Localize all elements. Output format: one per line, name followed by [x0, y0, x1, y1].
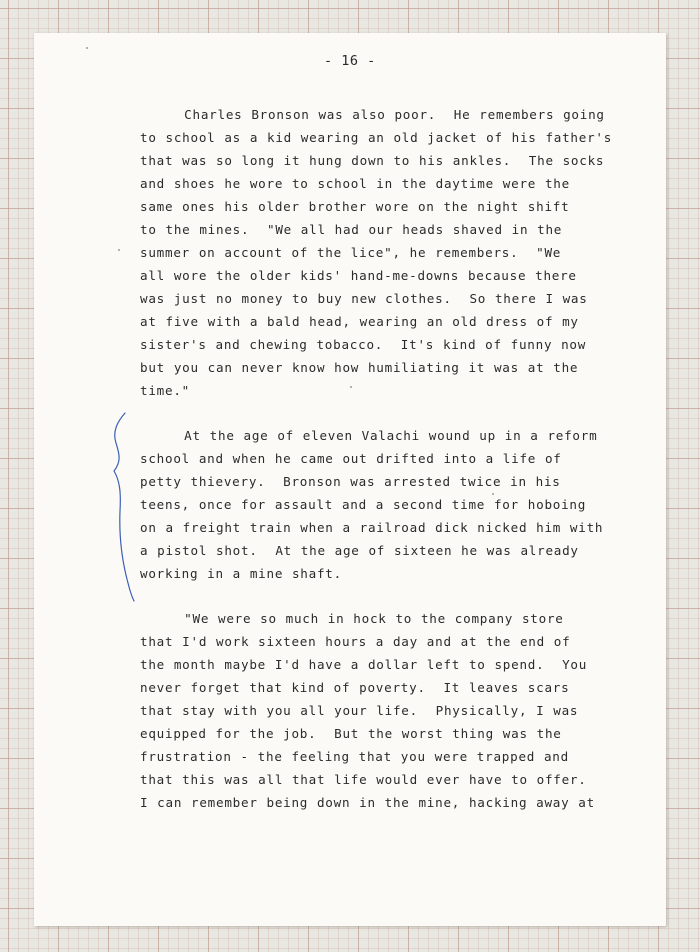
paragraph-spacer	[140, 585, 660, 607]
text-line: school and when he came out drifted into a life of	[140, 451, 562, 466]
paper-speck	[86, 47, 88, 49]
paper-speck	[118, 249, 120, 251]
typewritten-page	[34, 33, 666, 926]
text-line: was just no money to buy new clothes. So there I was	[140, 291, 588, 306]
text-line: summer on account of the lice", he remembers. "We	[140, 245, 562, 260]
text-line: "We were so much in hock to the company store	[140, 611, 564, 626]
text-line: sister's and chewing tobacco. It's kind of funny now	[140, 337, 587, 352]
text-line: all wore the older kids' hand-me-downs because there	[140, 268, 577, 283]
text-line: Charles Bronson was also poor. He remembers going	[140, 107, 605, 122]
text-line: at five with a bald head, wearing an old dress of my	[140, 314, 579, 329]
text-line: frustration - the feeling that you were trapped and	[140, 749, 569, 764]
text-line: teens, once for assault and a second time for hoboing	[140, 497, 587, 512]
paragraph-2	[140, 424, 660, 585]
paragraph-1	[140, 103, 660, 402]
text-line: on a freight train when a railroad dick nicked him with	[140, 520, 604, 535]
body-text	[140, 103, 660, 814]
handwritten-margin-bracket	[112, 411, 142, 611]
text-line: At the age of eleven Valachi wound up in a reform	[140, 428, 598, 443]
text-line: never forget that kind of poverty. It leaves scars	[140, 680, 570, 695]
page-number: - 16 -	[324, 53, 376, 69]
text-line: same ones his older brother wore on the night shift	[140, 199, 570, 214]
text-line: to school as a kid wearing an old jacket of his father's	[140, 130, 613, 145]
text-line: working in a mine shaft.	[140, 566, 342, 581]
paragraph-spacer	[140, 402, 660, 424]
paragraph-3	[140, 607, 660, 814]
text-line: but you can never know how humiliating it was at the	[140, 360, 579, 375]
text-line: the month maybe I'd have a dollar left to spend. You	[140, 657, 588, 672]
text-line: I can remember being down in the mine, hacking away at	[140, 795, 595, 810]
text-line: to the mines. "We all had our heads shaved in the	[140, 222, 563, 237]
text-line: that I'd work sixteen hours a day and at the end of	[140, 634, 571, 649]
text-line: petty thievery. Bronson was arrested twice in his	[140, 474, 561, 489]
text-line: time."	[140, 383, 190, 398]
text-line: that this was all that life would ever have to offer.	[140, 772, 587, 787]
text-line: a pistol shot. At the age of sixteen he was already	[140, 543, 579, 558]
text-line: equipped for the job. But the worst thing was the	[140, 726, 562, 741]
text-line: and shoes he wore to school in the daytime were the	[140, 176, 570, 191]
text-line: that stay with you all your life. Physically, I was	[140, 703, 579, 718]
text-line: that was so long it hung down to his ankles. The socks	[140, 153, 605, 168]
